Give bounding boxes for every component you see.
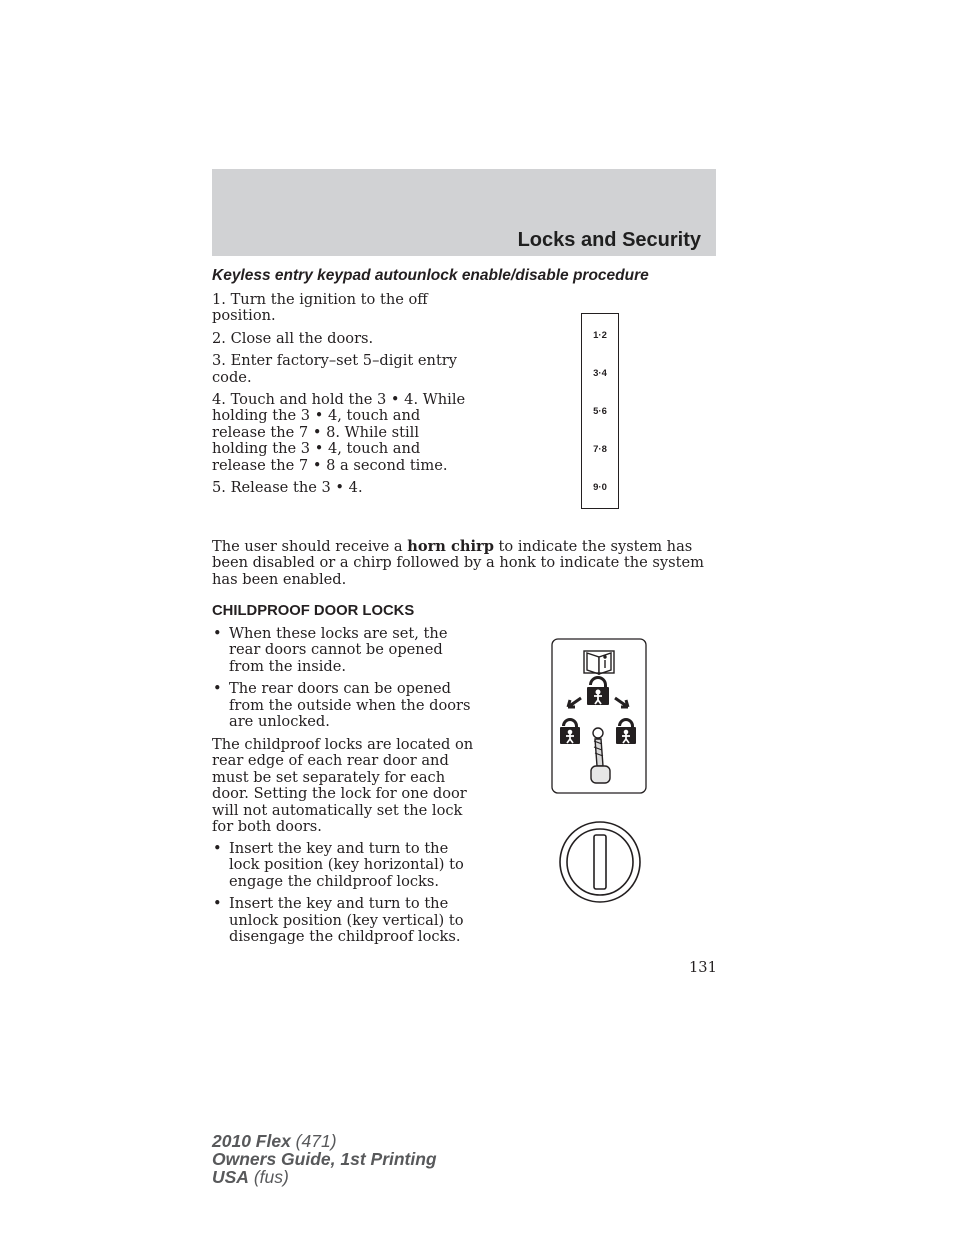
bullet-item: • The rear doors can be opened from the outside when the doors are unlocked. <box>212 681 474 730</box>
childproof-lock-label-illustration <box>551 638 647 795</box>
keypad-key-label: 3·4 <box>593 368 607 379</box>
procedure-subheading: Keyless entry keypad autounlock enable/disable procedure <box>212 267 649 284</box>
footer-model-code: (471) <box>290 1131 337 1151</box>
childproof-location-paragraph: The childproof locks are located on rear edge of each rear door and must be set separately for each door. Setting the lock for one door will not automatically set the lock for both doors. <box>212 736 474 836</box>
section-header-band <box>212 169 716 256</box>
section-title: Locks and Security <box>517 229 701 251</box>
childproof-bullets-1 <box>212 626 474 736</box>
keypad-key-label: 5·6 <box>593 406 607 417</box>
bullet-item: • When these locks are set, the rear doors cannot be opened from the inside. <box>212 626 474 675</box>
step-item: 2. Close all the doors. <box>212 329 374 347</box>
footer-line <box>212 1132 437 1150</box>
keypad-illustration <box>581 313 619 509</box>
step-item: 4. Touch and hold the 3 • 4. While holding the 3 • 4, touch and release the 7 • 8. While still holding the 3 • 4, touch and release the 7 • 8 a second time. <box>212 391 466 474</box>
footer-model: 2010 Flex <box>212 1131 291 1151</box>
horn-para-text: The user should receive a <box>212 538 408 555</box>
footer-line <box>212 1150 437 1168</box>
bullet-item: • Insert the key and turn to the unlock position (key vertical) to disengage the childproof locks. <box>212 896 474 945</box>
horn-chirp-paragraph <box>212 539 707 588</box>
step-item: 3. Enter factory–set 5–digit entry code. <box>212 352 458 386</box>
keypad-key-label: 7·8 <box>593 444 607 455</box>
document-footer <box>212 1132 437 1186</box>
horn-para-text: to indicate the system has been disabled or a chirp followed by a honk to indicate the system has been enabled. <box>212 538 704 588</box>
footer-market: USA <box>212 1167 249 1187</box>
keypad-key-label: 9·0 <box>593 482 607 493</box>
keypad-key-label: 1·2 <box>593 330 607 341</box>
step-item: 5. Release the 3 • 4. <box>212 479 363 497</box>
lock-cylinder-illustration <box>557 820 643 904</box>
procedure-steps <box>212 292 468 502</box>
footer-market-code: (fus) <box>248 1167 289 1187</box>
bullet-item: • Insert the key and turn to the lock position (key horizontal) to engage the childproof locks. <box>212 841 474 890</box>
footer-printing: Owners Guide, 1st Printing <box>212 1149 437 1169</box>
step-item: 1. Turn the ignition to the off position. <box>212 291 428 325</box>
horn-chirp-bold: horn chirp <box>407 538 494 555</box>
childproof-bullets-2 <box>212 841 474 951</box>
footer-line <box>212 1168 437 1186</box>
key-slot-vertical <box>594 835 606 889</box>
childproof-heading: CHILDPROOF DOOR LOCKS <box>212 603 415 619</box>
page-number: 131 <box>689 959 717 976</box>
